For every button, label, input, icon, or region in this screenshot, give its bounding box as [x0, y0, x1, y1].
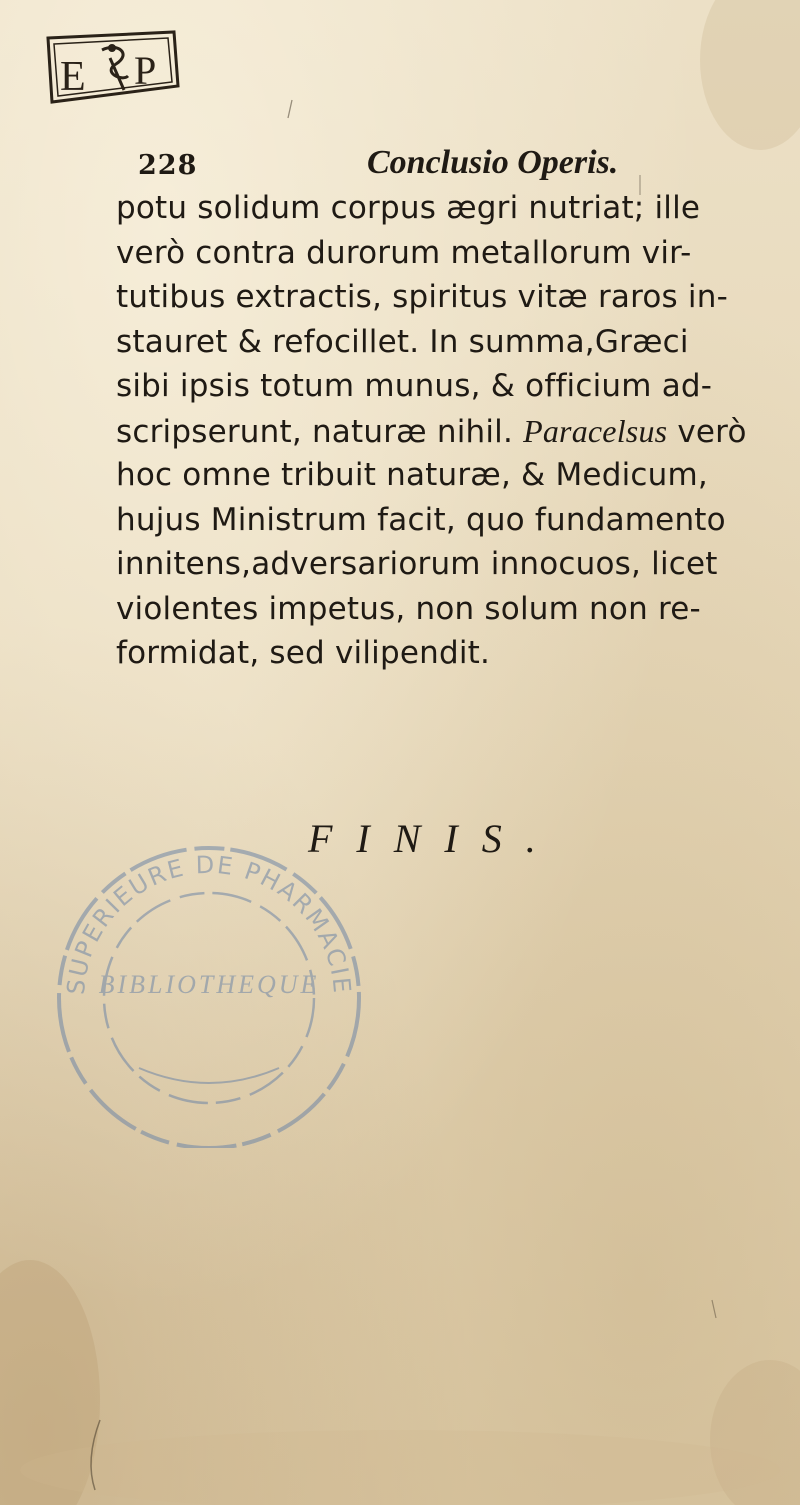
- page-number: 228: [138, 150, 198, 181]
- svg-text:E: E: [60, 54, 86, 100]
- svg-text:P: P: [134, 48, 157, 93]
- page-header: [0, 142, 800, 192]
- text-line: sibi ipsis totum munus, & officium ad-: [116, 368, 713, 404]
- text-line: hoc omne tribuit naturæ, & Medicum,: [116, 457, 708, 493]
- text-line: formidat, sed vilipendit.: [116, 635, 491, 671]
- stamp-inner-text: BIBLIOTHEQUE: [98, 970, 320, 999]
- text-line: stauret & refocillet. In summa,Græci: [116, 323, 689, 360]
- text-line-part: scripserunt, naturæ nihil.: [116, 413, 514, 450]
- text-line: verò contra durorum metallorum vir-: [116, 234, 692, 271]
- text-line: hujus Ministrum facit, quo fundamento: [116, 501, 726, 538]
- stamp-outer-text: SUPERIEURE DE PHARMACIE: [61, 850, 357, 996]
- text-line: tutibus extractis, spiritus vitæ raros in-: [116, 279, 728, 315]
- ex-libris-monogram-icon: [40, 28, 182, 110]
- text-line-composite: [116, 409, 796, 454]
- author-name: Paracelsus: [523, 412, 668, 449]
- body-text: [116, 186, 796, 676]
- finis-heading: FINIS.: [308, 816, 560, 861]
- text-line: potu solidum corpus ægri nutriat; ille: [116, 190, 701, 226]
- running-head: Conclusio Operis.: [367, 144, 619, 181]
- text-line: violentes impetus, non solum non re-: [116, 590, 701, 627]
- text-line: innitens,adversariorum innocuos, licet: [116, 546, 718, 582]
- text-line-part: verò: [677, 413, 747, 450]
- library-stamp-icon: [44, 828, 374, 1148]
